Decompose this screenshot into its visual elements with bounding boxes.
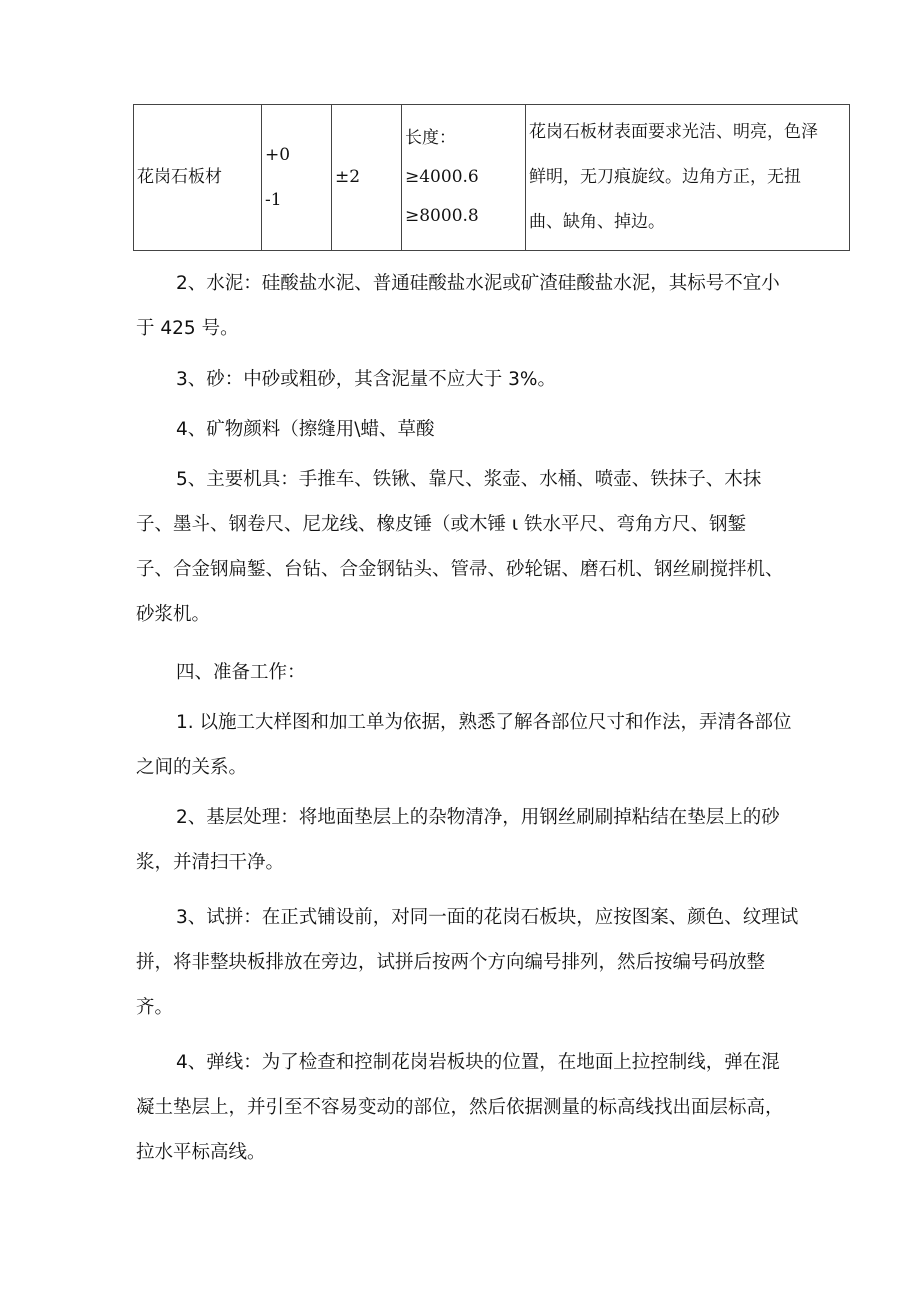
tolerance-cell [262, 105, 332, 251]
text-line: 凝土垫层上，并引至不容易变动的部位，然后依据测量的标高线找出面层标高， [136, 1097, 784, 1118]
text-line: 2、基层处理：将地面垫层上的杂物清净，用钢丝刷刷掉粘结在垫层上的砂 [176, 807, 780, 828]
paragraph-cement [136, 261, 846, 351]
text-line: 子、合金钢扁錾、台钻、合金钢钻头、管帚、砂轮锯、磨石机、钢丝刷搅拌机、 [136, 559, 784, 580]
text-line: 砂浆机。 [136, 604, 211, 625]
text-line: 于 425 号。 [136, 318, 239, 339]
description-line: 鲜明，无刀痕旋纹。边角方正，无扭 [529, 167, 801, 187]
text-line: 浆，并清扫干净。 [136, 852, 285, 873]
paragraph-base-treatment [136, 795, 846, 885]
text-line: 2、水泥：硅酸盐水泥、普通硅酸盐水泥或矿渣硅酸盐水泥，其标号不宜小 [176, 273, 780, 294]
description-cell [526, 105, 850, 251]
section-heading-preparation [136, 650, 846, 695]
text-line: 拉水平标高线。 [136, 1142, 266, 1163]
paragraph-drawings [136, 700, 846, 790]
paragraph-sand [136, 357, 846, 402]
paragraph-pigment [136, 407, 846, 452]
text-line: 3、试拼：在正式铺设前，对同一面的花岗石板块，应按图案、颜色、纹理试 [176, 907, 799, 928]
text-line: 拼，将非整块板排放在旁边，试拼后按两个方向编号排列，然后按编号码放整 [136, 952, 766, 973]
table-row [134, 105, 850, 251]
thickness-tolerance-cell [332, 105, 402, 251]
paragraph-snapping-lines [136, 1040, 846, 1175]
material-cell [134, 105, 262, 251]
description-line: 曲、缺角、掉边。 [529, 212, 665, 232]
text-line: 5、主要机具：手推车、铁锹、靠尺、浆壶、水桶、喷壶、铁抹子、木抹 [176, 469, 762, 490]
paragraph-trial-layout [136, 895, 846, 1030]
length-cell [402, 105, 526, 251]
tolerance-plus: +0 [265, 144, 291, 165]
paragraph-tools [136, 457, 846, 637]
text-line: 齐。 [136, 997, 174, 1018]
thickness-tolerance: ±2 [335, 167, 361, 188]
text-line: 1. 以施工大样图和加工单为依据，熟悉了解各部位尺寸和作法，弄清各部位 [176, 712, 792, 733]
tolerance-minus: -1 [265, 189, 282, 210]
length-label: 长度： [405, 128, 456, 149]
text-line: 之间的关系。 [136, 757, 248, 778]
spec-table [133, 104, 850, 251]
description-line: 花岗石板材表面要求光洁、明亮，色泽 [529, 122, 818, 142]
material-name: 花岗石板材 [137, 167, 222, 188]
text-line: 四、准备工作： [176, 662, 306, 683]
length-value-1: ≥4000.6 [405, 167, 479, 188]
text-line: 3、砂：中砂或粗砂，其含泥量不应大于 3%。 [176, 369, 557, 390]
text-line: 子、墨斗、钢卷尺、尼龙线、橡皮锤（或木锤 ι 铁水平尺、弯角方尺、钢錾 [136, 514, 747, 535]
length-value-2: ≥8000.8 [405, 205, 479, 226]
text-line: 4、弹线：为了检查和控制花岗岩板块的位置，在地面上拉控制线，弹在混 [176, 1052, 780, 1073]
text-line: 4、矿物颜料（擦缝用\蜡、草酸 [176, 419, 435, 440]
